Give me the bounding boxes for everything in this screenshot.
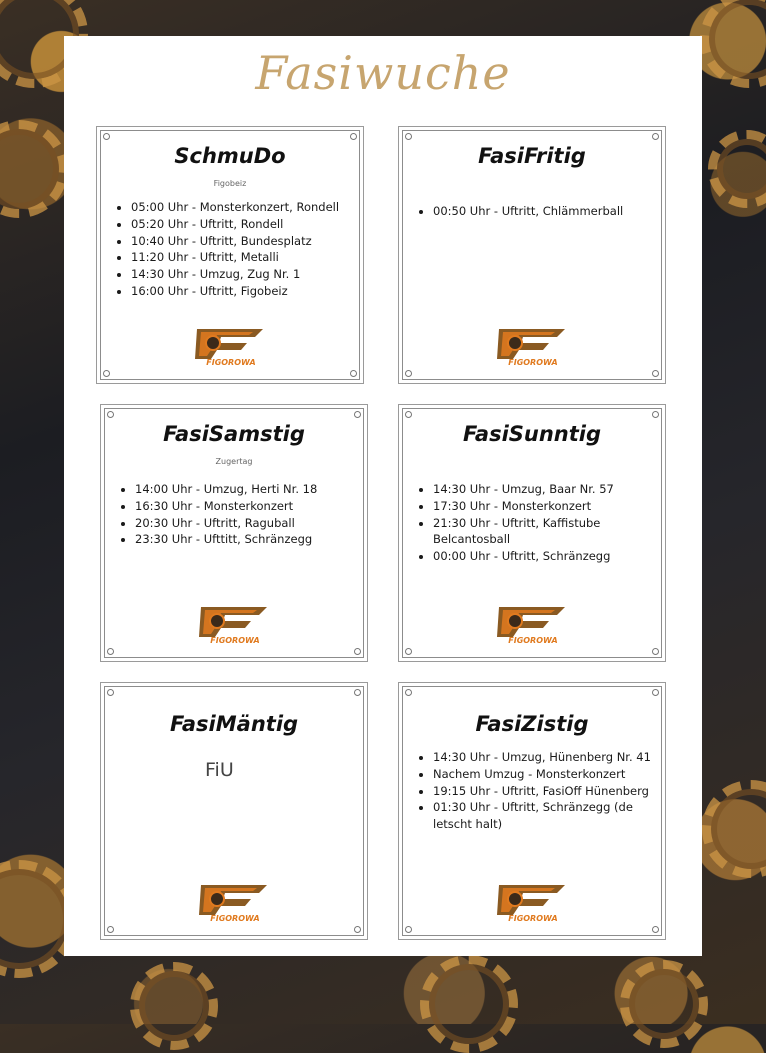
event-list — [117, 481, 357, 548]
gear-decoration — [702, 780, 766, 878]
figorowa-logo — [195, 879, 275, 923]
list-item: • 11:20 Uhr - Uftritt, Metalli — [131, 249, 353, 266]
day-title: FasiFritig — [478, 144, 586, 168]
event-list — [415, 749, 655, 833]
day-card-schmudo — [100, 130, 360, 380]
list-item: • 01:30 Uhr - Uftritt, Schränzegg (de letscht halt) — [433, 799, 655, 833]
event-list — [113, 199, 353, 300]
day-card-fasimaentig — [104, 686, 364, 936]
svg-text:FIGOROWA: FIGOROWA — [508, 636, 558, 645]
event-list — [415, 203, 655, 220]
figorowa-logo — [493, 879, 573, 923]
day-card-fasisunntig — [402, 408, 662, 658]
list-item: • 17:30 Uhr - Monsterkonzert — [433, 498, 655, 515]
list-item: • 20:30 Uhr - Uftritt, Raguball — [135, 515, 357, 532]
svg-text:FIGOROWA: FIGOROWA — [210, 914, 260, 923]
gear-decoration — [708, 130, 766, 208]
svg-text:FIGOROWA: FIGOROWA — [210, 636, 260, 645]
day-card-fasisamstig — [104, 408, 364, 658]
list-item: • 23:30 Uhr - Ufttitt, Schränzegg — [135, 531, 357, 548]
gear-decoration — [420, 955, 518, 1053]
svg-text:FIGOROWA: FIGOROWA — [508, 358, 558, 367]
list-item: • 14:30 Uhr - Umzug, Baar Nr. 57 — [433, 481, 655, 498]
day-subtitle: Figobeiz — [213, 179, 247, 188]
day-card-fasifritig — [402, 130, 662, 380]
list-item: • 14:00 Uhr - Umzug, Herti Nr. 18 — [135, 481, 357, 498]
list-item: • 10:40 Uhr - Uftritt, Bundesplatz — [131, 233, 353, 250]
gear-decoration — [620, 960, 708, 1048]
schedule-sheet — [64, 36, 702, 956]
day-title: FasiMäntig — [169, 712, 299, 736]
day-subtitle: Zugertag — [215, 457, 253, 466]
list-item: • 00:00 Uhr - Uftritt, Schränzegg — [433, 548, 655, 565]
list-item: • 14:30 Uhr - Umzug, Zug Nr. 1 — [131, 266, 353, 283]
figorowa-logo — [191, 323, 271, 367]
list-item: • 16:30 Uhr - Monsterkonzert — [135, 498, 357, 515]
list-item: • 00:50 Uhr - Uftritt, Chlämmerball — [433, 203, 655, 220]
page-title: Fasiwuche — [255, 46, 511, 100]
gear-decoration — [700, 0, 766, 88]
list-item: • 21:30 Uhr - Uftritt, Kaffistube Belcantosball — [433, 515, 655, 549]
svg-text:FIGOROWA: FIGOROWA — [206, 358, 256, 367]
figorowa-logo — [195, 601, 275, 645]
list-item: • Nachem Umzug - Monsterkonzert — [433, 766, 655, 783]
event-list — [415, 481, 655, 565]
list-item: • 16:00 Uhr - Uftritt, Figobeiz — [131, 283, 353, 300]
list-item: • 05:00 Uhr - Monsterkonzert, Rondell — [131, 199, 353, 216]
gear-decoration — [0, 120, 68, 218]
figorowa-logo — [493, 323, 573, 367]
gear-decoration — [130, 962, 218, 1050]
list-item: • 19:15 Uhr - Uftritt, FasiOff Hünenberg — [433, 783, 655, 800]
list-item: • 14:30 Uhr - Umzug, Hünenberg Nr. 41 — [433, 749, 655, 766]
day-title: FasiSamstig — [163, 422, 305, 446]
day-note: FiU — [205, 759, 234, 781]
svg-text:FIGOROWA: FIGOROWA — [508, 914, 558, 923]
day-card-fasizistig — [402, 686, 662, 936]
figorowa-logo — [493, 601, 573, 645]
day-title: SchmuDo — [174, 144, 286, 168]
day-title: FasiZistig — [475, 712, 589, 736]
day-title: FasiSunntig — [462, 422, 602, 446]
list-item: • 05:20 Uhr - Uftritt, Rondell — [131, 216, 353, 233]
